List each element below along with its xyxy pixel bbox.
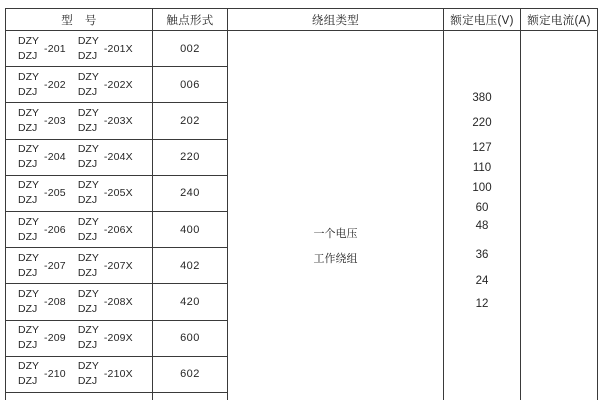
model-suffix-x: -207X [103, 259, 133, 272]
model-brand-bottom: DZJ [77, 194, 98, 207]
model-brand-top: DZY [18, 251, 39, 264]
model-brand-top: DZY [77, 34, 99, 47]
contact-form-cell: 402 [153, 248, 228, 284]
model-brand-bottom: DZJ [77, 121, 98, 134]
model-brand-stack [18, 323, 39, 353]
model-suffix-x: -209X [103, 332, 133, 345]
relay-spec-table [5, 8, 598, 400]
winding-type-line-1: 一个电压 [313, 228, 358, 240]
model-brand-stack-x [78, 178, 99, 208]
model-brand-bottom: DZJ [18, 339, 38, 352]
rated-voltage-cell [444, 31, 521, 400]
model-suffix-x: -201X [103, 42, 133, 55]
model-brand-bottom: DZJ [18, 230, 38, 243]
model-brand-stack-x [78, 287, 99, 317]
voltage-value: 110 [472, 162, 492, 174]
model-suffix-x: -203X [103, 114, 133, 127]
model-brand-top: DZY [77, 360, 99, 373]
model-suffix: -206 [44, 223, 66, 236]
model-brand-bottom: DZJ [18, 158, 38, 171]
contact-form-cell: 006 [153, 67, 228, 103]
contact-form-cell: 002 [153, 31, 228, 67]
model-brand-top: DZY [77, 143, 99, 156]
model-brand-stack [18, 178, 39, 208]
model-brand-top: DZY [77, 324, 99, 337]
model-brand-top: DZY [77, 215, 99, 228]
model-suffix: -207 [44, 259, 66, 272]
model-brand-bottom: DZJ [18, 194, 38, 207]
model-cell [6, 176, 153, 212]
model-brand-stack-x [78, 106, 99, 136]
winding-type-line-2: 工作绕组 [313, 253, 358, 265]
model-cell [6, 284, 153, 320]
model-suffix: -210 [44, 368, 66, 381]
voltage-value: 220 [472, 117, 492, 129]
model-brand-stack-x [78, 359, 99, 389]
model-brand-stack-x [78, 251, 99, 281]
voltage-value: 36 [475, 249, 489, 261]
model-suffix-x: -206X [103, 223, 133, 236]
header-model: 型 号 [6, 9, 153, 31]
model-brand-top: DZY [77, 70, 99, 83]
model-brand-stack [18, 251, 39, 281]
model-cell [6, 248, 153, 284]
model-brand-top: DZY [18, 143, 39, 156]
model-brand-bottom: DZJ [18, 49, 38, 62]
model-brand-bottom: DZJ [18, 302, 38, 315]
rated-current-cell [521, 31, 598, 400]
model-suffix-x: -210X [103, 368, 133, 381]
model-cell [6, 67, 153, 103]
header-winding-type: 绕组类型 [228, 9, 444, 31]
header-rated-current: 额定电流(A) [521, 9, 598, 31]
model-suffix: -201 [44, 42, 66, 55]
model-suffix-x: -204X [103, 151, 133, 164]
model-suffix: -202 [44, 78, 66, 91]
model-brand-bottom: DZJ [77, 85, 98, 98]
model-cell [6, 212, 153, 248]
model-brand-stack [18, 34, 39, 64]
model-brand-top: DZY [18, 215, 39, 228]
voltage-value: 12 [475, 298, 489, 310]
model-suffix: -203 [44, 114, 66, 127]
model-brand-bottom: DZJ [18, 85, 38, 98]
model-brand-top: DZY [18, 70, 39, 83]
model-brand-bottom: DZJ [77, 230, 98, 243]
voltage-value: 380 [472, 92, 492, 104]
model-brand-stack [18, 359, 39, 389]
contact-form-cell: 400 [153, 212, 228, 248]
model-brand-stack [18, 106, 39, 136]
model-cell [6, 103, 153, 139]
model-brand-top: DZY [18, 360, 39, 373]
model-suffix: -204 [44, 151, 66, 164]
model-brand-bottom: DZJ [77, 302, 98, 315]
model-cell [6, 31, 153, 67]
partial-row-model-cell [6, 393, 153, 400]
model-brand-top: DZY [77, 106, 99, 119]
header-contact-form: 触点形式 [153, 9, 228, 31]
contact-form-cell: 420 [153, 284, 228, 320]
model-cell [6, 140, 153, 176]
voltage-value: 60 [475, 202, 489, 214]
contact-form-cell: 600 [153, 321, 228, 357]
model-brand-bottom: DZJ [77, 158, 98, 171]
contact-form-cell: 202 [153, 103, 228, 139]
contact-form-cell: 602 [153, 357, 228, 393]
model-brand-stack [18, 142, 39, 172]
model-brand-bottom: DZJ [18, 266, 38, 279]
model-brand-top: DZY [18, 106, 39, 119]
model-brand-stack-x [78, 323, 99, 353]
model-brand-stack-x [78, 70, 99, 100]
voltage-value: 48 [475, 220, 489, 232]
model-suffix-x: -208X [103, 295, 133, 308]
model-brand-bottom: DZJ [77, 49, 98, 62]
contact-form-cell: 220 [153, 140, 228, 176]
model-brand-top: DZY [77, 287, 99, 300]
contact-form-cell: 240 [153, 176, 228, 212]
model-brand-stack-x [78, 142, 99, 172]
model-suffix-x: -202X [103, 78, 133, 91]
model-suffix: -208 [44, 295, 66, 308]
model-brand-stack-x [78, 215, 99, 245]
model-brand-stack [18, 215, 39, 245]
voltage-value: 127 [472, 142, 492, 154]
voltage-value: 100 [472, 182, 492, 194]
model-suffix-x: -205X [103, 187, 133, 200]
voltage-list [444, 91, 520, 311]
winding-type-cell [228, 31, 444, 400]
model-brand-bottom: DZJ [77, 375, 98, 388]
model-brand-stack [18, 287, 39, 317]
model-brand-bottom: DZJ [18, 375, 38, 388]
header-rated-voltage: 额定电压(V) [444, 9, 521, 31]
model-brand-bottom: DZJ [77, 339, 98, 352]
model-brand-top: DZY [18, 324, 39, 337]
partial-row-contact-cell [153, 393, 228, 400]
model-brand-top: DZY [77, 179, 99, 192]
model-brand-stack-x [78, 34, 99, 64]
model-brand-top: DZY [18, 34, 39, 47]
voltage-value: 24 [475, 275, 489, 287]
model-suffix: -209 [44, 332, 66, 345]
model-brand-top: DZY [18, 287, 39, 300]
model-cell [6, 357, 153, 393]
model-suffix: -205 [44, 187, 66, 200]
model-brand-bottom: DZJ [18, 121, 38, 134]
model-brand-top: DZY [77, 251, 99, 264]
model-brand-top: DZY [18, 179, 39, 192]
model-brand-bottom: DZJ [77, 266, 98, 279]
model-brand-stack [18, 70, 39, 100]
model-cell [6, 321, 153, 357]
